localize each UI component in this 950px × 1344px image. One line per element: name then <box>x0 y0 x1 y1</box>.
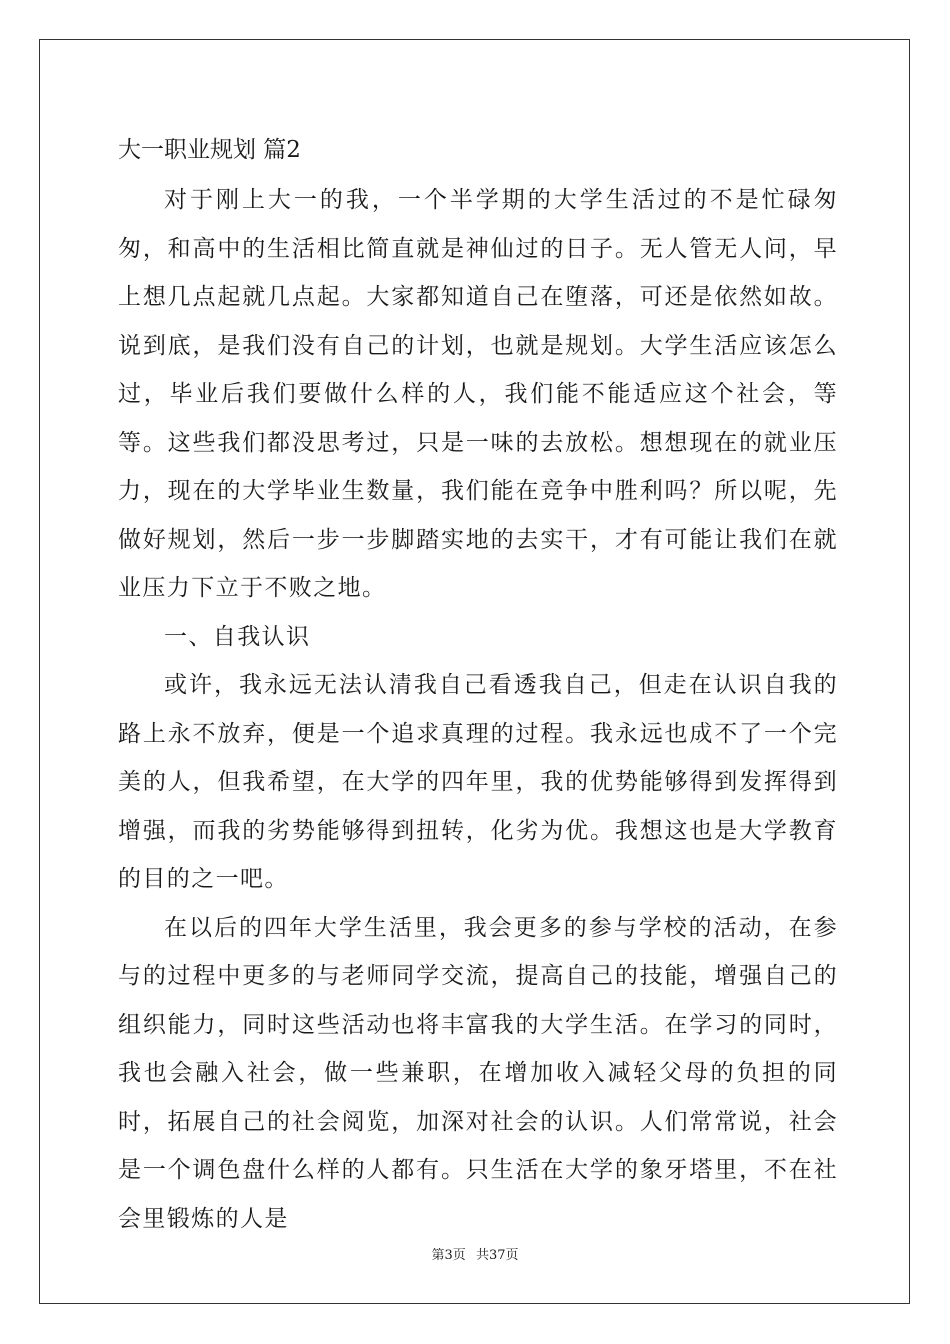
page-total: 共37页 <box>475 1248 519 1263</box>
page-footer <box>0 1247 950 1265</box>
document-body <box>118 128 838 1243</box>
paragraph-university-life: 在以后的四年大学生活里，我会更多的参与学校的活动，在参与的过程中更多的与老师同学交流，提高自己的技能，增强自己的组织能力，同时这些活动也将丰富我的大学生活。在学习的同时，我也会融入社会，做一些兼职，在增加收入减轻父母的负担的同时，拓展自己的社会阅览，加深对社会的认识。人们常常说，社会是一个调色盘什么样的人都有。只生活在大学的象牙塔里，不在社会里锻炼的人是 <box>118 914 838 1232</box>
section-title: 大一职业规划 篇2 <box>118 137 301 163</box>
paragraph-intro: 对于刚上大一的我，一个半学期的大学生活过的不是忙碌匆匆，和高中的生活相比简直就是神仙过的日子。无人管无人问，早上想几点起就几点起。大家都知道自己在堕落，可还是依然如故。说到底，是我们没有自己的计划，也就是规划。大学生活应该怎么过，毕业后我们要做什么样的人，我们能不能适应这个社会，等等。这些我们都没思考过，只是一味的去放松。想想现在的就业压力，现在的大学毕业生数量，我们能在竞争中胜利吗？所以呢，先做好规划，然后一步一步脚踏实地的去实干，才有可能让我们在就业压力下立于不败之地。 <box>118 187 838 601</box>
subsection-heading: 一、自我认识 <box>164 623 311 650</box>
page-number: 第3页 <box>431 1248 466 1263</box>
paragraph-self-knowledge: 或许，我永远无法认清我自己看透我自己，但走在认识自我的路上永不放弃，便是一个追求真理的过程。我永远也成不了一个完美的人，但我希望，在大学的四年里，我的优势能够得到发挥得到增强，而我的劣势能够得到扭转，化劣为优。我想这也是大学教育的目的之一吧。 <box>118 672 838 892</box>
